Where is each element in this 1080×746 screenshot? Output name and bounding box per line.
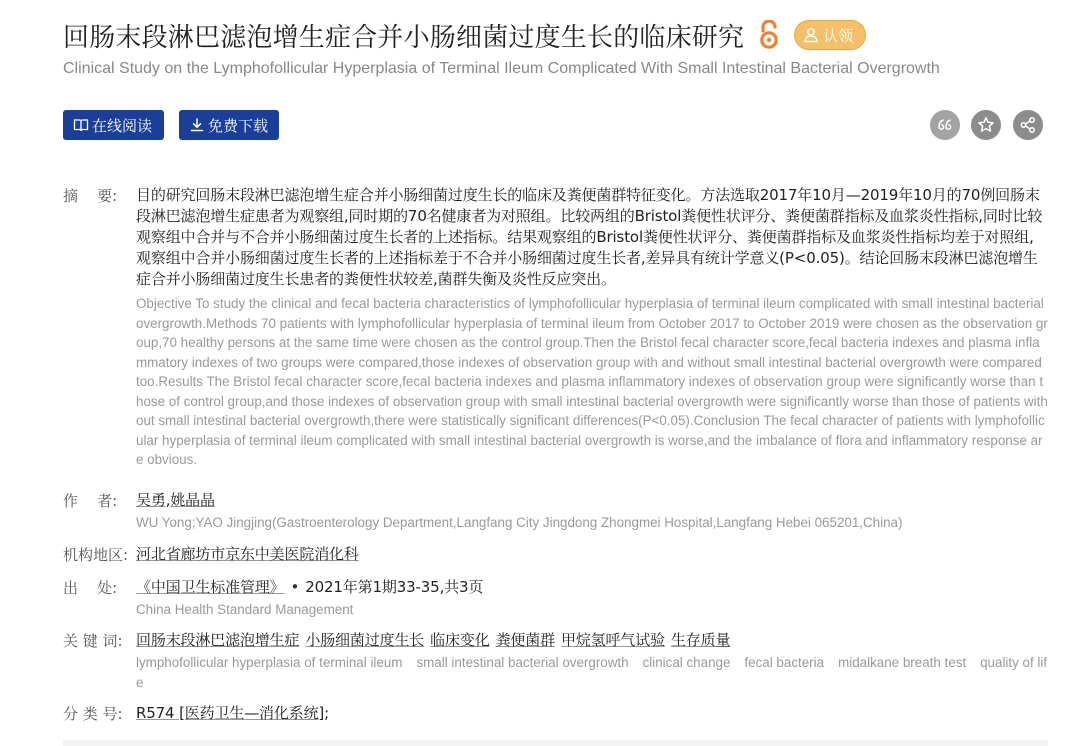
abstract-en: Objective To study the clinical and fecal bacteria characteristics of lymphofollicular hyperplasia of terminal ileum complicated with small intestinal bacterial overgrowth.Methods 70 patients with lymphofollicular hyperplasia of terminal ileum from October 2017 to October 2019 were chosen as the observation group,70 healthy persons at the same time were chosen as the control group.Then the Bristol fecal character score,fecal bacteria indexes and plasma inflammatory indexes of two groups were compared,those indexes of observation group with and without small intestinal bacterial overgrowth were compared too.Results The Bristol fecal character score,fecal bacteria indexes and plasma inflammatory indexes of observation group were significantly worse than those of control group,and those indexes of observation group with small intestinal bacterial overgrowth were significantly worse than those of patients without small intestinal bacterial overgrowth,there were statistically significant differences(P<0.05).Conclusion The fecal character of patients with lymphofollicular hyperplasia of terminal ileum complicated with small intestinal bacterial overgrowth is worse,and the imbalance of flora and inflammatory response are obvious.	[136, 296, 1048, 467]
authors-en: WU Yong;YAO Jingjing(Gastroenterology Department,Langfang City Jingdong Zhongmei Hospital,Langfang Hebei 065201,China)	[136, 515, 903, 530]
claim-badge-label: 认领	[823, 26, 854, 45]
keyword-en: lymphofollicular hyperplasia of terminal ileum	[136, 655, 403, 670]
keyword-link[interactable]: 临床变化	[430, 631, 490, 649]
keyword-en: quality of life	[136, 655, 1048, 690]
abstract-zh: 目的研究回肠末段淋巴滤泡增生症合并小肠细菌过度生长的临床及粪便菌群特征变化。方法选取2017年10月—2019年10月的70例回肠末段淋巴滤泡增生症患者为观察组,同时期的70名健康者为对照组。比较两组的Bristol粪便性状评分、粪便菌群指标及血浆炎性指标,同时比较观察组中合并与不合并小肠细菌过度生长者的上述指标。结果观察组的Bristol粪便性状评分、粪便菌群指标及血浆炎性指标均差于对照组,观察组中合并小肠细菌过度生长者的上述指标差于不合并小肠细菌过度生长者,差异具有统计学意义(P<0.05)。结论回肠末段淋巴滤泡增生症合并小肠细菌过度生长患者的粪便性状较差,菌群失衡及炎性反应突出。	[136, 186, 1043, 288]
favorite-button[interactable]	[971, 110, 1001, 140]
free-download-label: 免费下载	[208, 116, 269, 135]
page-title: 回肠末段淋巴滤泡增生症合并小肠细菌过度生长的临床研究	[63, 22, 745, 53]
author-link[interactable]: 姚晶晶	[170, 491, 215, 509]
claim-badge[interactable]	[794, 20, 866, 50]
classification-label: 分 类 号:	[63, 705, 123, 723]
read-online-button[interactable]	[63, 110, 164, 140]
keyword-link[interactable]: 回肠末段淋巴滤泡增生症	[136, 631, 300, 649]
organization-label: 机构地区:	[63, 546, 129, 564]
user-icon	[803, 27, 819, 43]
classification-link[interactable]: R574 [医药卫生—消化系统]	[136, 704, 325, 722]
keyword-en: fecal bacteria	[744, 655, 825, 670]
source-bullet: •	[290, 578, 300, 596]
quote-icon	[936, 116, 954, 134]
keyword-en: clinical change	[642, 655, 731, 670]
keyword-link[interactable]: 甲烷氢呼气试验	[560, 631, 665, 649]
classification-suffix: ;	[324, 704, 330, 722]
author-link[interactable]: 吴勇	[136, 491, 166, 509]
authors-label: 作 者:	[63, 492, 118, 510]
author-separator: ,	[165, 491, 171, 509]
star-icon	[977, 116, 995, 134]
keyword-en: small intestinal bacterial overgrowth	[416, 655, 629, 670]
organization-link[interactable]: 河北省廊坊市京东中美医院消化科	[136, 545, 359, 563]
issue-info: 2021年第1期33-35,共3页	[305, 578, 484, 596]
read-online-label: 在线阅读	[92, 116, 153, 135]
share-icon	[1019, 116, 1037, 134]
journal-en: China Health Standard Management	[136, 602, 354, 617]
download-icon	[189, 117, 205, 133]
book-icon	[73, 117, 89, 133]
cite-button[interactable]	[930, 110, 960, 140]
keyword-link[interactable]: 小肠细菌过度生长	[305, 631, 425, 649]
source-label: 出 处:	[63, 579, 118, 597]
keyword-en: midalkane breath test	[838, 655, 967, 670]
share-button[interactable]	[1013, 110, 1043, 140]
english-title: Clinical Study on the Lymphofollicular Hyperplasia of Terminal Ileum Complicated With Small Intestinal Bacterial Overgrowth	[63, 60, 940, 77]
keywords-label: 关 键 词:	[63, 632, 123, 650]
keyword-link[interactable]: 粪便菌群	[495, 631, 555, 649]
title-row	[63, 14, 866, 56]
footer-strip	[63, 740, 1048, 746]
free-download-button[interactable]	[179, 110, 279, 140]
abstract-label: 摘 要:	[63, 187, 118, 205]
journal-link[interactable]: 《中国卫生标准管理》	[136, 578, 285, 596]
open-access-icon	[758, 20, 780, 50]
keyword-link[interactable]: 生存质量	[670, 631, 731, 649]
